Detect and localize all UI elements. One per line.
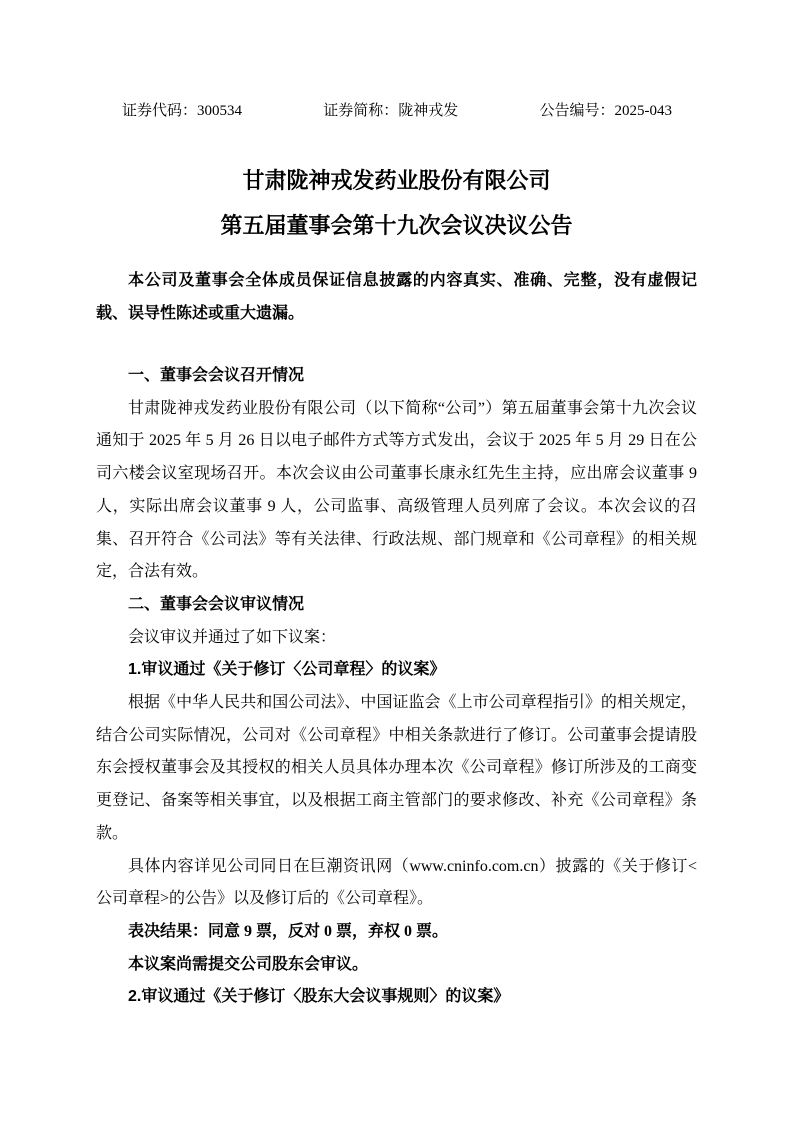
document-title (96, 158, 697, 248)
securities-header (96, 101, 697, 121)
section-1-paragraph: 甘肃陇神戎发药业股份有限公司（以下简称“公司”）第五届董事会第十九次会议通知于 2025 年 5 月 26 日以电子邮件方式等方式发出，会议于 2025 年 5 月 29 日在公司六楼会议室现场召开。本次会议由公司董事长康永红先生主持，应出席会议董事 9 人，实际出席会议董事 9 人，公司监事、高级管理人员列席了会议。本次会议的召集、召开符合《公司法》等有关法律、行政法规、部门规章和《公司章程》的相关规定，合法有效。 (96, 399, 697, 581)
stock-name: 证券简称：陇神戎发 (323, 103, 459, 119)
resolution-2-heading: 2.审议通过《关于修订〈股东大会议事规则〉的议案》 (128, 988, 510, 1006)
stock-code: 证券代码：300534 (122, 103, 243, 119)
resolution-1-vote-result: 表决结果：同意 9 票，反对 0 票，弃权 0 票。 (128, 922, 449, 940)
resolution-1-paragraph-1: 根据《中华人民共和国公司法》、中国证监会《上市公司章程指引》的相关规定，结合公司实际情况，公司对《公司章程》中相关条款进行了修订。公司董事会提请股东会授权董事会及其授权的相关人员具体办理本次《公司章程》修订所涉及的工商变更登记、备案等相关事宜，以及根据工商主管部门的要求修改、补充《公司章程》条款。 (96, 694, 697, 842)
section-1-heading: 一、董事会会议召开情况 (128, 367, 305, 384)
resolution-1-heading: 1.审议通过《关于修订〈公司章程〉的议案》 (128, 661, 446, 679)
announcement-title-line: 第五届董事会第十九次会议决议公告 (220, 213, 573, 238)
announcement-number: 公告编号：2025-043 (539, 103, 672, 119)
section-2-intro: 会议审议并通过了如下议案： (128, 628, 337, 646)
resolution-1-paragraph-2: 具体内容详见公司同日在巨潮资讯网（www.cninfo.com.cn）披露的《关于修订<公司章程>的公告》以及修订后的《公司章程》。 (96, 857, 697, 908)
resolution-1-note: 本议案尚需提交公司股东会审议。 (128, 955, 369, 973)
company-name-title-line: 甘肃陇神戎发药业股份有限公司 (242, 168, 551, 193)
section-2-heading: 二、董事会会议审议情况 (128, 595, 305, 613)
document-body (96, 360, 697, 1014)
truthfulness-declaration: 本公司及董事会全体成员保证信息披露的内容真实、准确、完整，没有虚假记载、误导性陈述或重大遗漏。 (96, 272, 697, 322)
